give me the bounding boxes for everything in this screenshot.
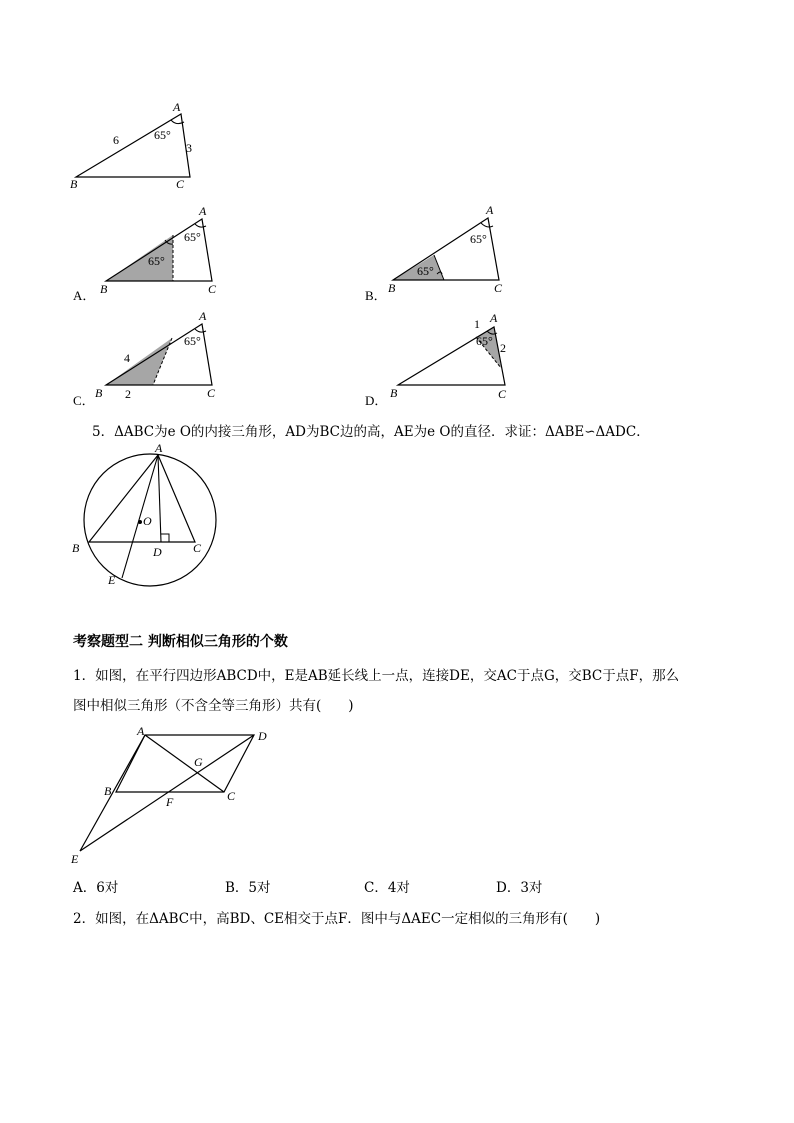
label-b: B (390, 386, 398, 400)
s2-question-1-line-2: 图中相似三角形（不含全等三角形）共有( ) (73, 698, 354, 714)
label-d: D (153, 545, 162, 559)
side-ab-length: 6 (113, 133, 119, 147)
angle-a-value: 65° (476, 334, 493, 348)
side-length-4: 4 (124, 351, 130, 365)
label-b: B (388, 281, 396, 295)
angle-a-value: 65° (470, 232, 487, 246)
angle-a-value: 65° (184, 334, 201, 348)
angle-a-value: 65° (184, 230, 201, 244)
option-c-letter[interactable]: C． (73, 393, 95, 408)
choice-d[interactable]: D．3对 (496, 880, 543, 896)
extension-ae (80, 735, 145, 851)
option-a-figure (95, 200, 225, 300)
label-c: C (176, 177, 185, 191)
angle-inner-value: 65° (417, 264, 434, 278)
label-c: C (208, 282, 217, 296)
label-b: B (100, 282, 108, 296)
label-a: A (199, 309, 207, 323)
label-b: B (70, 177, 78, 191)
reference-triangle-figure (60, 95, 220, 195)
label-g: G (194, 755, 203, 769)
label-a: A (155, 441, 163, 455)
question-5-circle-figure (65, 440, 225, 590)
right-angle-mark (161, 534, 169, 542)
side-length-2: 2 (500, 341, 506, 355)
s2-question-1-line-1: 1．如图，在平行四边形ABCD中，E是AB延长线上一点，连接DE，交AC于点G，交BC于点F，那么 (73, 668, 680, 684)
option-b-figure (385, 200, 515, 300)
label-d: D (258, 729, 267, 743)
label-a: A (199, 204, 207, 218)
option-d-letter[interactable]: D． (365, 393, 388, 408)
question-5-text: 5．ΔABC为e O的内接三角形，AD为BC边的高，AE为e O的直径．求证：ΔABE∽ΔADC． (92, 424, 650, 440)
label-a: A (137, 724, 145, 738)
label-c: C (207, 386, 216, 400)
label-e: E (108, 573, 116, 587)
diameter-ae (122, 455, 158, 578)
label-e: E (71, 852, 79, 866)
option-c-figure (92, 308, 222, 408)
choice-a[interactable]: A．6对 (73, 880, 119, 896)
label-b: B (104, 784, 112, 798)
label-f: F (166, 795, 174, 809)
label-c: C (494, 281, 503, 295)
s2-question-2-text: 2．如图，在ΔABC中，高BD、CE相交于点F．图中与ΔAEC一定相似的三角形有( ) (73, 911, 601, 927)
label-c: C (227, 789, 236, 803)
option-a-letter[interactable]: A． (73, 288, 96, 303)
angle-arc-a (195, 224, 206, 227)
angle-a-value: 65° (154, 128, 171, 142)
angle-arc-a (481, 223, 493, 227)
center-point-o (138, 520, 142, 524)
option-b-letter[interactable]: B． (365, 288, 387, 303)
triangle-abc (89, 455, 195, 542)
option-d-figure (385, 308, 515, 408)
angle-inner-value: 65° (148, 254, 165, 268)
side-ac-length: 3 (186, 141, 192, 155)
label-a: A (173, 100, 181, 114)
choice-c[interactable]: C．4对 (364, 880, 410, 896)
label-c: C (193, 541, 202, 555)
parallelogram-figure (65, 720, 285, 870)
altitude-ad (158, 455, 161, 542)
label-o: O (143, 514, 152, 528)
label-a: A (490, 311, 498, 325)
label-c: C (498, 387, 507, 401)
label-b: B (95, 386, 103, 400)
side-length-1: 1 (474, 317, 480, 331)
side-length-2: 2 (125, 387, 131, 401)
angle-arc-a (195, 329, 206, 332)
choice-b[interactable]: B．5对 (225, 880, 271, 896)
section-2-heading: 考察题型二 判断相似三角形的个数 (73, 634, 288, 650)
label-b: B (72, 541, 80, 555)
label-a: A (486, 203, 494, 217)
triangle-abc (76, 114, 190, 177)
